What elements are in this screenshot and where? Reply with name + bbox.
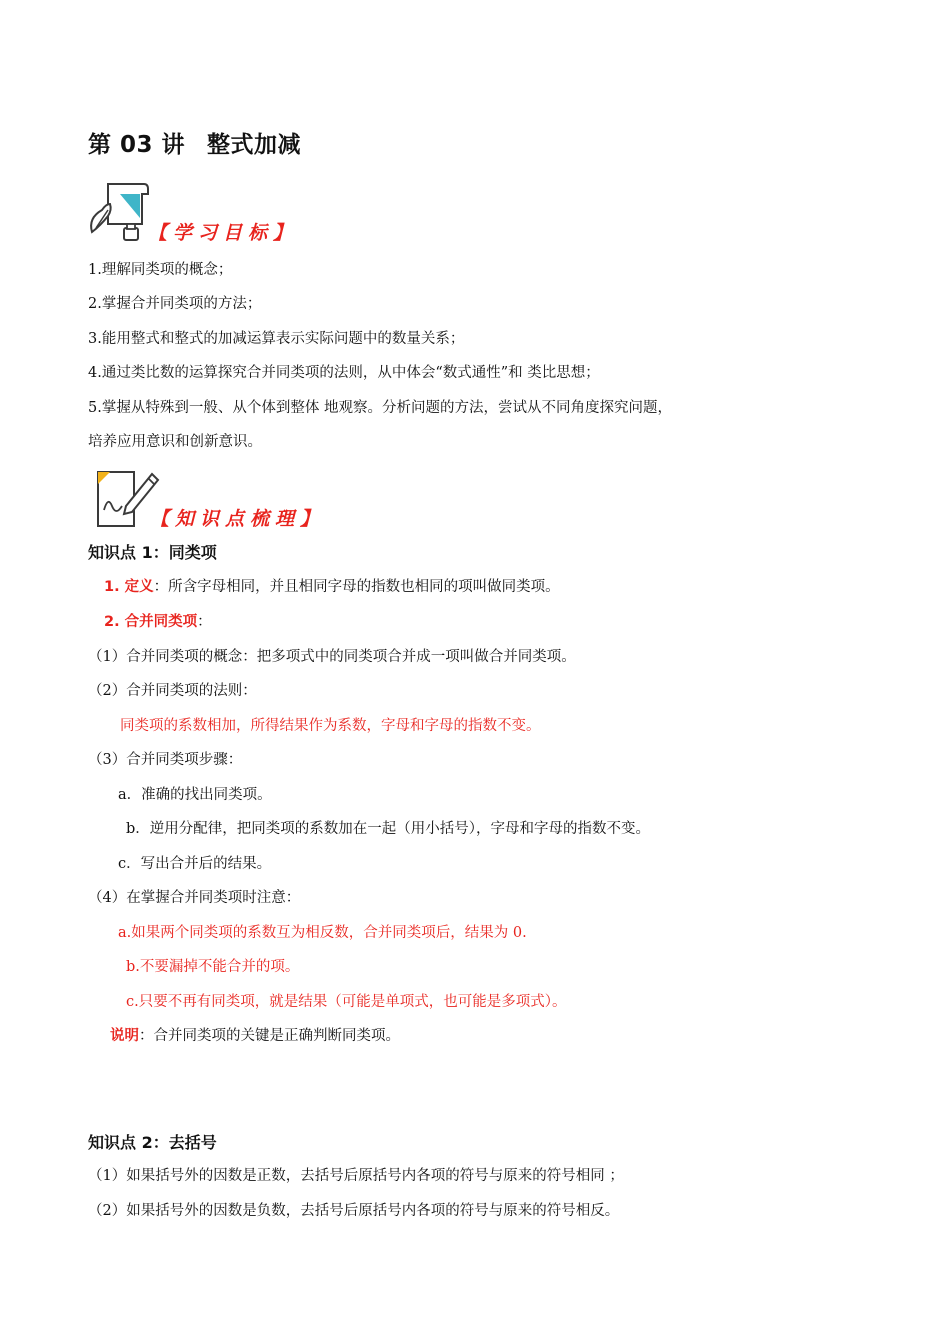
step-a: a．准确的找出同类项。 (118, 787, 272, 803)
note-c: c.只要不再有同类项，就是结果（可能是单项式，也可能是多项式）。 (126, 994, 567, 1010)
merge-heading-line (104, 612, 212, 632)
explanation-label: 说明 (110, 1028, 139, 1044)
objective-item: 2.掌握合并同类项的方法； (88, 296, 262, 312)
knowledge-point-1-heading: 知识点 1：同类项 (88, 543, 217, 562)
page-title (88, 126, 301, 159)
knowledge-banner: 【知识点梳理】 (150, 508, 326, 530)
bracket-rule-1: （1）如果括号外的因数是正数，去括号后原括号内各项的符号与原来的符号相同 ； (88, 1168, 624, 1184)
step-c: c．写出合并后的结果。 (118, 856, 272, 872)
definition-label: 1. 定义 (104, 579, 154, 595)
merge-label: 2. 合并同类项 (104, 614, 198, 630)
explanation-line (110, 1026, 400, 1046)
merge-item-4: （4）在掌握合并同类项时注意： (88, 890, 301, 906)
merge-item-2: （2）合并同类项的法则： (88, 683, 257, 699)
note-b: b.不要漏掉不能合并的项。 (126, 959, 300, 975)
merge-colon: ： (197, 614, 212, 630)
bracket-rule-2: （2）如果括号外的因数是负数，去括号后原括号内各项的符号与原来的符号相反。 (88, 1203, 620, 1219)
note-a: a.如果两个同类项的系数互为相反数，合并同类项后，结果为 0. (118, 925, 527, 941)
objective-item: 3.能用整式和整式的加减运算表示实际问题中的数量关系； (88, 331, 465, 347)
objective-item: 5.掌握从特殊到一般、从个体到整体 地观察。分析问题的方法，尝试从不同角度探究问题， (88, 400, 672, 416)
merge-item-3: （3）合并同类项步骤： (88, 752, 243, 768)
lesson-number: 第 03 讲 (88, 132, 186, 158)
objective-item: 4.通过类比数的运算探究合并同类项的法则，从中体会“数式通性”和 类比思想； (88, 365, 600, 381)
lesson-name: 整式加减 (207, 132, 302, 158)
explanation-text: ：合并同类项的关键是正确判断同类项。 (139, 1028, 400, 1044)
objective-item: 培养应用意识和创新意识。 (88, 434, 262, 450)
scroll-quill-icon (86, 180, 152, 244)
objectives-banner: 【学习目标】 (148, 222, 299, 244)
merge-rule: 同类项的系数相加，所得结果作为系数，字母和字母的指数不变。 (120, 718, 541, 734)
knowledge-point-2-heading: 知识点 2：去括号 (88, 1133, 217, 1152)
step-b: b．逆用分配律，把同类项的系数加在一起（用小括号），字母和字母的指数不变。 (126, 821, 651, 837)
definition-line (104, 577, 560, 597)
merge-item-1: （1）合并同类项的概念：把多项式中的同类项合并成一项叫做合并同类项。 (88, 649, 576, 665)
objective-item: 1.理解同类项的概念； (88, 262, 233, 278)
definition-text: ：所含字母相同，并且相同字母的指数也相同的项叫做同类项。 (153, 579, 560, 595)
